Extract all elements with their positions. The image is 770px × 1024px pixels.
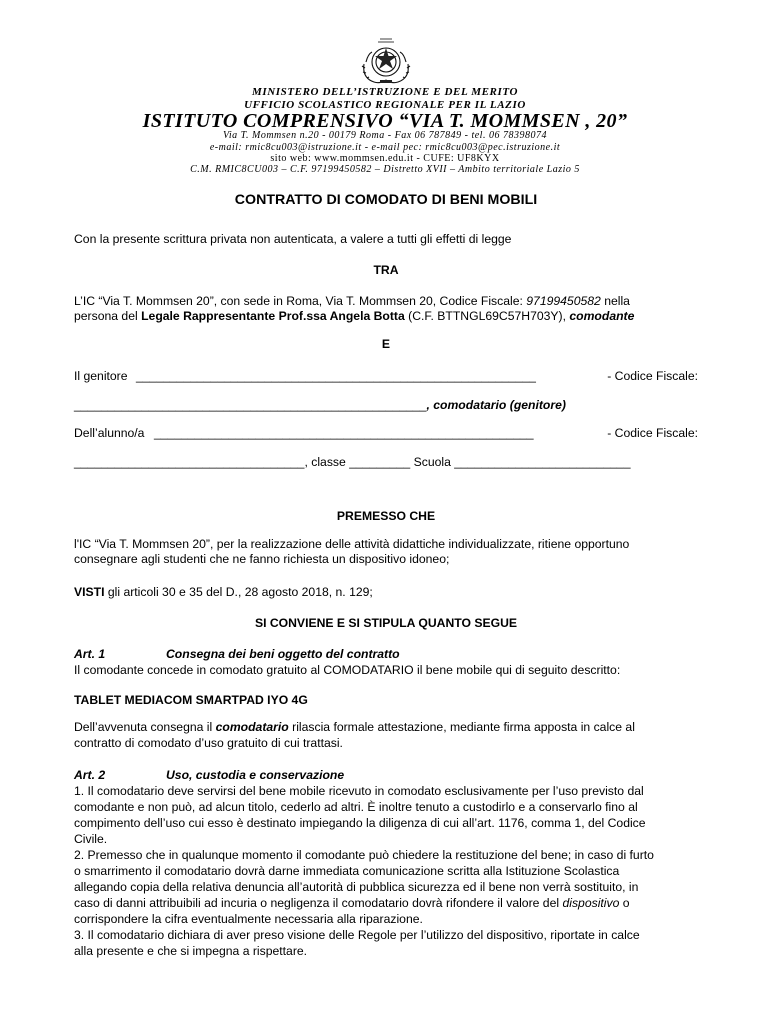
tra-heading: TRA: [373, 263, 399, 277]
scuola-label: Scuola: [413, 455, 451, 469]
art2-p2-line1: 2. Premesso che in qualunque momento il comodante può chiedere la restituzione del bene; in caso di furto: [74, 848, 654, 862]
legal-representative: Legale Rappresentante Prof.ssa Angela Botta: [141, 309, 405, 323]
alunno-name-field[interactable]: ________________________________________________________: [154, 426, 534, 440]
art2-p1-line3: compimento dell’uso cui esso è destinato impiegando la diligenza di cui all’art. 1176, comma 1, del Codice: [74, 816, 646, 830]
art2-p2-line5: corrispondere la cifra eventualmente necessaria alla riparazione.: [74, 912, 423, 926]
art2-p1-line1: 1. Il comodatario deve servirsi del bene mobile ricevuto in comodato esclusivamente per l’uso previsto dal: [74, 784, 644, 798]
genitore-cf-field[interactable]: ____________________________________________________: [74, 398, 427, 412]
party1-line1: L’IC “Via T. Mommsen 20”, con sede in Roma, Via T. Mommsen 20, Codice Fiscale: 97199450582 nella: [74, 294, 630, 308]
genitore-line: [74, 368, 698, 384]
art1-title: Consegna dei beni oggetto del contratto: [166, 647, 400, 661]
cf-label-1: - Codice Fiscale:: [607, 369, 698, 383]
art2-number: Art. 2: [74, 768, 106, 782]
party1-line2: persona del Legale Rappresentante Prof.ssa Angela Botta (C.F. BTTNGL69C57H703Y), comodante: [74, 309, 635, 323]
scuola-field[interactable]: __________________________: [454, 455, 631, 469]
comodatario-label: , comodatario (genitore): [426, 398, 566, 412]
alunno-details-line: [74, 454, 698, 470]
art2-title: Uso, custodia e conservazione: [166, 768, 345, 782]
art1-number: Art. 1: [74, 647, 106, 661]
art2-p1-line4: Civile.: [74, 832, 108, 846]
school-email: e-mail: rmic8cu003@istruzione.it - e-mail pec: rmic8cu003@pec.istruzione.it: [209, 142, 561, 153]
cf-label-2: - Codice Fiscale:: [607, 426, 698, 440]
document-title: CONTRATTO DI COMODATO DI BENI MOBILI: [234, 192, 538, 208]
visti-paragraph: VISTI gli articoli 30 e 35 del D., 28 agosto 2018, n. 129;: [74, 585, 373, 599]
comodante-role: comodante: [569, 309, 635, 323]
art2-p2-line4: caso di danni attribuibili ad incuria o negligenza il comodatario dovrà rifondere il valore del dispositivo o: [74, 896, 630, 910]
e-heading: E: [381, 337, 391, 351]
art2-p3-line1: 3. Il comodatario dichiara di aver preso visione delle Regole per l’utilizzo del dispositivo, riportate in calce: [74, 928, 640, 942]
premesso-line2: consegnare agli studenti che ne fanno richiesta un dispositivo idoneo;: [74, 552, 450, 566]
art2-p1-line2: comodante e non può, ad alcun titolo, cederlo ad altri. È inoltre tenuto a custodirlo e a conservarlo fino al: [74, 800, 638, 814]
genitore-name-field[interactable]: ___________________________________________________________: [136, 369, 536, 383]
alunno-line: [74, 425, 698, 441]
classe-field[interactable]: _________: [349, 455, 411, 469]
genitore-cf-line: [74, 397, 698, 413]
genitore-label: Il genitore: [74, 369, 128, 383]
italian-republic-emblem-icon: [358, 34, 414, 86]
art2-p2-line3: allegando copia della relativa denuncia all’autorità di pubblica sicurezza ed il bene non verrà sostituito, in: [74, 880, 639, 894]
ministry-heading: MINISTERO DELL’ISTRUZIONE E DEL MERITO: [251, 86, 519, 98]
party1-tax-code: 97199450582: [526, 294, 601, 308]
conviene-heading: SI CONVIENE E SI STIPULA QUANTO SEGUE: [254, 616, 518, 630]
school-address: Via T. Mommsen n.20 - 00179 Roma - Fax 06 787849 - tel. 06 78398074: [223, 130, 547, 141]
consegna-line2: contratto di comodato d’uso gratuito di cui trattasi.: [74, 736, 343, 750]
art2-p3-line2: alla presente e che si impegna a rispettare.: [74, 944, 308, 958]
art1-text: Il comodante concede in comodato gratuito al COMODATARIO il bene mobile qui di seguito descritto:: [74, 663, 621, 677]
premesso-heading: PREMESSO CHE: [336, 509, 436, 523]
art2-p2-line2: o smarrimento il comodatario dovrà darne immediata comunicazione scritta alla Istituzione Scolastica: [74, 864, 620, 878]
classe-label: , classe: [304, 455, 346, 469]
device-name: TABLET MEDIACOM SMARTPAD IYO 4G: [74, 693, 308, 707]
school-name: ISTITUTO COMPRENSIVO “VIA T. MOMMSEN , 20”: [142, 110, 628, 132]
consegna-line1: Dell’avvenuta consegna il comodatario rilascia formale attestazione, mediante firma apposta in calce al: [74, 720, 635, 734]
intro-paragraph: Con la presente scrittura privata non autenticata, a valere a tutti gli effetti di legge: [74, 232, 512, 246]
school-website: sito web: www.mommsen.edu.it - CUFE: UF8KYX: [270, 153, 500, 164]
alunno-cf-field[interactable]: __________________________________: [74, 455, 305, 469]
school-codes: C.M. RMIC8CU003 – C.F. 97199450582 – Distretto XVII – Ambito territoriale Lazio 5: [190, 164, 580, 175]
premesso-line1: l'IC “Via T. Mommsen 20”, per la realizzazione delle attività didattiche individualizzate, ritiene opportuno: [74, 537, 630, 551]
regional-office-heading: UFFICIO SCOLASTICO REGIONALE PER IL LAZIO: [244, 99, 526, 111]
alunno-label: Dell’alunno/a: [74, 426, 145, 440]
